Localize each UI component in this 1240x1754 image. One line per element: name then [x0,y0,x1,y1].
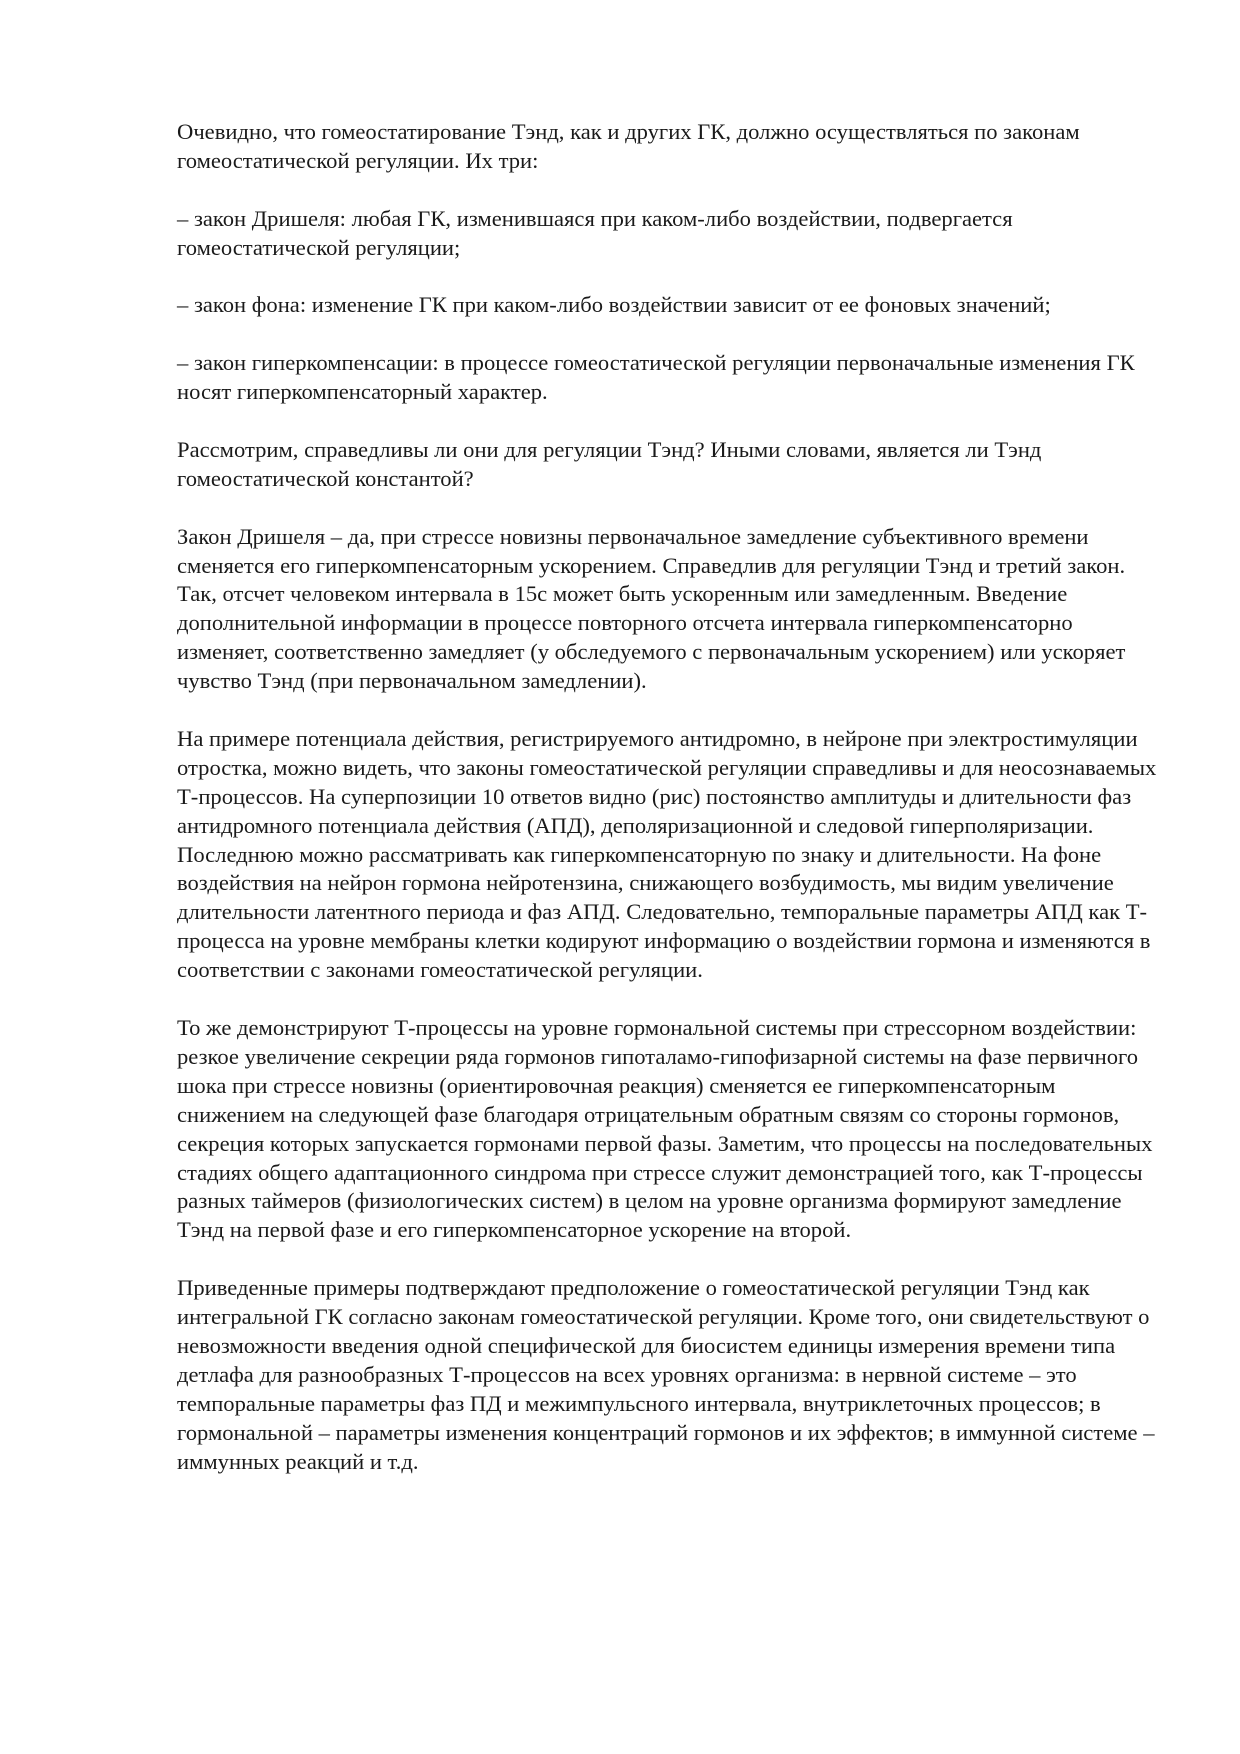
paragraph-law-drishel: – закон Дришеля: любая ГК, изменившаяся при каком-либо воздействии, подвергается гомеостатической регуляции; [177,205,1013,260]
paragraph-question: Рассмотрим, справедливы ли они для регуляции Тэнд? Иными словами, является ли Тэнд гомеостатической константой? [177,436,1042,491]
paragraph-conclusion: Приведенные примеры подтверждают предположение о гомеостатической регуляции Тэнд как интегральной ГК согласно законам гомеостатической регуляции. Кроме того, они свидетельствуют о невозможности введения одной специфической для биосистем единицы измерения времени типа детлафа для разнообразных Т-процессов на всех уровнях организма: в нервной системе – это темпоральные параметры фаз ПД и межимпульсного интервала, внутриклеточных процессов; в гормональной – параметры изменения концентраций гормонов и их эффектов; в иммунной системе – иммунных реакций и т.д. [177,1275,1155,1474]
paragraph-law-background: – закон фона: изменение ГК при каком-либо воздействии зависит от ее фоновых значений; [177,292,1051,318]
paragraph-intro: Очевидно, что гомеостатирование Тэнд, как и других ГК, должно осуществляться по законам гомеостатической регуляции. Их три: [177,119,1080,173]
paragraph-hormonal-system: То же демонстрируют Т-процессы на уровне гормональной системы при стрессорном воздействии: резкое увеличение секреции ряда гормонов гипоталамо-гипофизарной системы на фазе первичного шока при стрессе новизны (ориентировочная реакция) сменяется ее гиперкомпенсаторным снижением на следующей фазе благодаря отрицательным обратным связям со стороны гормонов, секреция которых запускается гормонами первой фазы. Заметим, что процессы на последовательных стадиях общего адаптационного синдрома при стрессе служит демонстрацией того, как Т-процессы разных таймеров (физиологических систем) в целом на уровне организма формируют замедление Тэнд на первой фазе и его гиперкомпенсаторное ускорение на второй. [177,1014,1153,1243]
paragraph-law-hypercompensation: – закон гиперкомпенсации: в процессе гомеостатической регуляции первоначальные изменения ГК носят гиперкомпенсаторный характер. [177,350,1135,405]
paragraph-drishel-example: Закон Дришеля – да, при стрессе новизны первоначальное замедление субъективного времени сменяется его гиперкомпенсаторным ускорением. Справедлив для регуляции Тэнд и третий закон. Так, отсчет человеком интервала в 15с может быть ускоренным или замедленным. Введение дополнительной информации в процессе повторного отсчета интервала гиперкомпенсаторно изменяет, соответственно замедляет (у обследуемого с первоначальным ускорением) или ускоряет чувство Тэнд (при первоначальном замедлении). [177,523,1126,694]
document-body [177,118,1167,1476]
paragraph-action-potential: На примере потенциала действия, регистрируемого антидромно, в нейроне при электростимуляции отростка, можно видеть, что законы гомеостатической регуляции справедливы и для неосознаваемых Т-процессов. На суперпозиции 10 ответов видно (рис) постоянство амплитуды и длительности фаз антидромного потенциала действия (АПД), деполяризационной и следовой гиперполяризации. Последнюю можно рассматривать как гиперкомпенсаторную по знаку и длительности. На фоне воздействия на нейрон гормона нейротензина, снижающего возбудимость, мы видим увеличение длительности латентного периода и фаз АПД. Следовательно, темпоральные параметры АПД как Т-процесса на уровне мембраны клетки кодируют информацию о воздействии гормона и изменяются в соответствии с законами гомеостатической регуляции. [177,725,1157,983]
